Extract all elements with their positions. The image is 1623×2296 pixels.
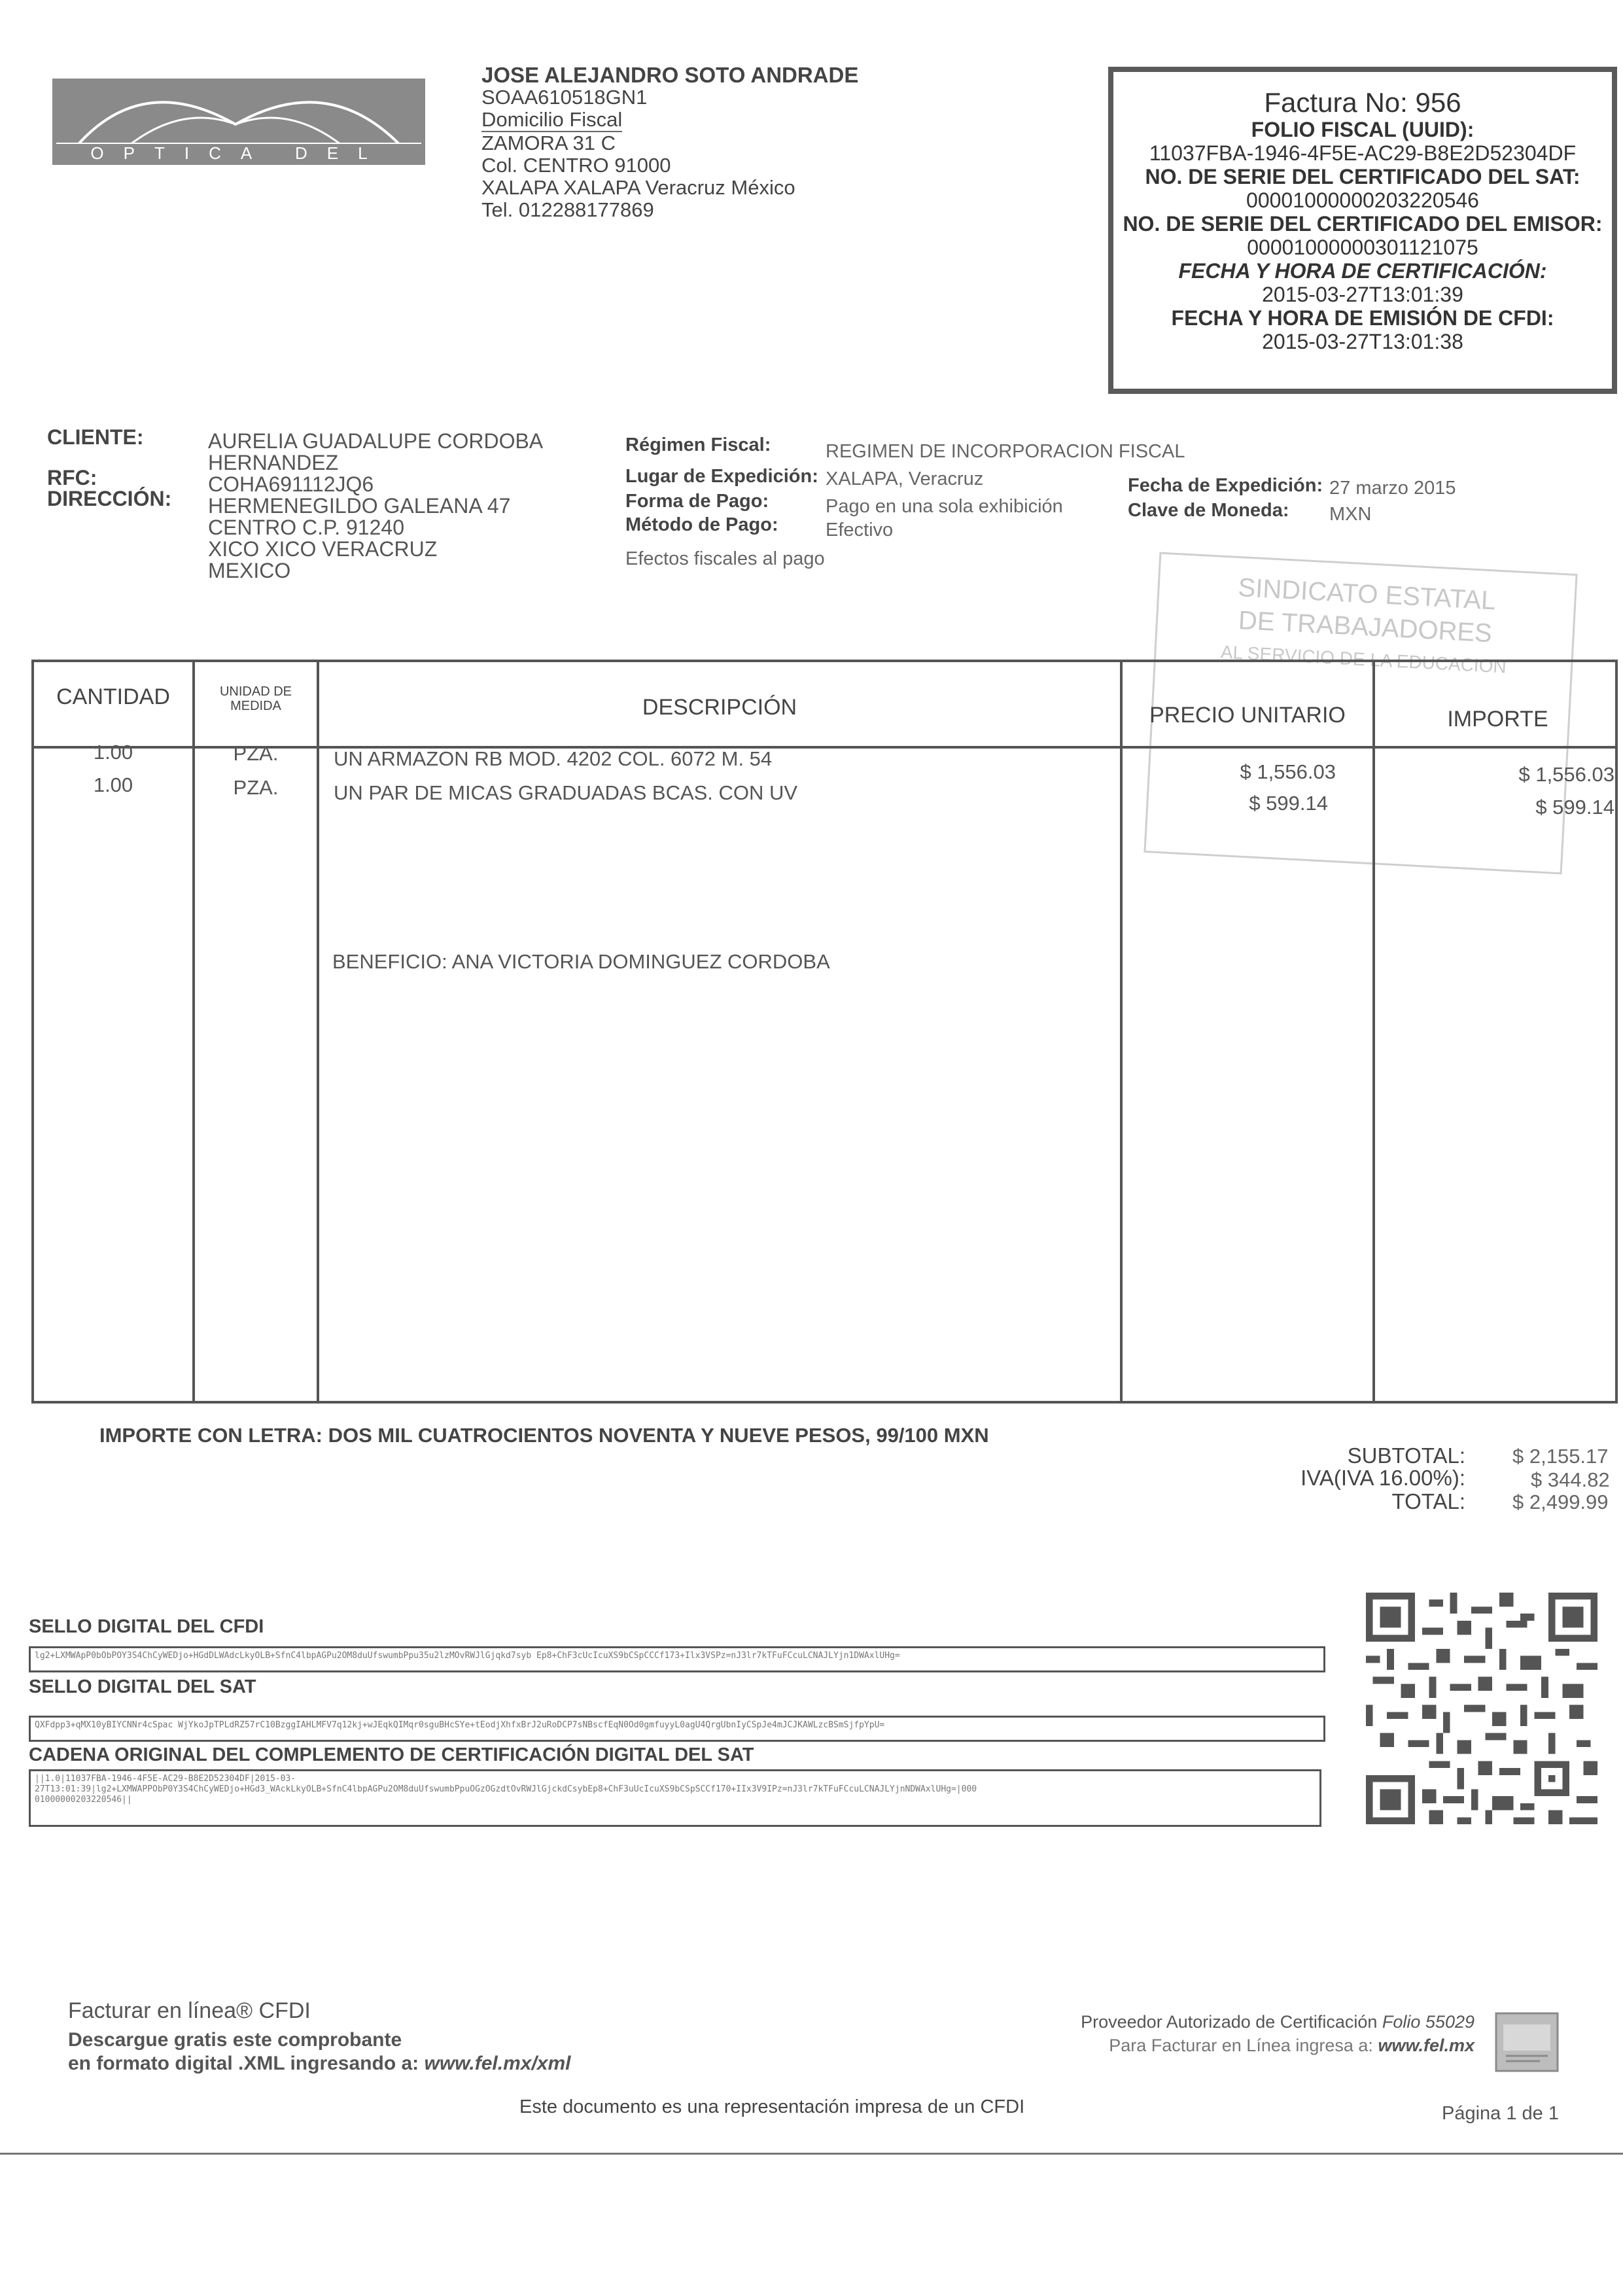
row2-precio: $ 599.14 <box>1249 792 1328 815</box>
iva-label: IVA(IVA 16.00%): <box>1300 1466 1465 1490</box>
moneda-value: MXN <box>1329 504 1372 525</box>
serie-emisor-value: 00001000000301121075 <box>1247 236 1478 259</box>
header-unidad-l1: UNIDAD DE <box>219 684 292 699</box>
cadena-line1: ||1.0|11037FBA-1946-4F5E-AC29-B8E2D52304DF|2015-03- <box>35 1774 296 1784</box>
efectos-text: Efectos fiscales al pago <box>625 548 825 569</box>
fecha-value: 27 marzo 2015 <box>1329 478 1456 499</box>
row1-descripcion: UN ARMAZON RB MOD. 4202 COL. 6072 M. 54 <box>334 747 773 770</box>
sello-sat-title: SELLO DIGITAL DEL SAT <box>29 1676 256 1697</box>
sello-cfdi-box: lg2+LXMWApP0bObPOY3S4ChCyWEDjo+HGdDLWAdcLkyOLB+SfnC4lbpAGPu2OM8duUfswumbPpu35u2lzMOvRWJlGjqkd7syb Ep8+ChF3cUcIcuXS9bCSpCCCf173+Ilx3VSPz=nJ3lr7kTFuFCcuLCNAJLYjn1DWAxlUHg= <box>29 1646 1325 1672</box>
row2-importe: $ 599.14 <box>1535 796 1614 819</box>
emision-value: 2015-03-27T13:01:38 <box>1262 330 1463 353</box>
issuer-street: ZAMORA 31 C <box>481 132 616 154</box>
header-cantidad: CANTIDAD <box>56 684 170 709</box>
metodo-value: Efectivo <box>826 520 894 540</box>
total-value: $ 2,499.99 <box>1512 1491 1609 1513</box>
footer-desc-line1: Descargue gratis este comprobante <box>68 2029 402 2051</box>
items-table <box>31 660 1618 1404</box>
fecha-label: Fecha de Expedición: <box>1128 475 1323 496</box>
total-label: TOTAL: <box>1391 1489 1465 1513</box>
subtotal-label: SUBTOTAL: <box>1347 1443 1465 1468</box>
header-unidad <box>195 684 317 713</box>
folio-label: FOLIO FISCAL (UUID): <box>1251 118 1475 141</box>
fiscal-info-box <box>1108 67 1617 394</box>
issuer-block <box>481 64 858 221</box>
cliente-line1: AURELIA GUADALUPE CORDOBA <box>208 429 544 453</box>
sello-sat-box: QXFdpp3+qMX10yBIYCNNr4cSpac WjYkoJpTPLdRZ57rC10BzggIAHLMFV7q12kj+wJEqkQIMqr0sguBHcSYe+tEodjXhfxBrJ2uRoDCP7sNBscfEqN0Od0gmfuyyL0agU4QrgUbnIyCSpJe4mJCJKAWLzcBSmSjfpYpU= <box>29 1716 1325 1742</box>
cadena-line2: 27T13:01:39|lg2+LXMWAPPObP0Y3S4ChCyWEDjo+HGd3_WAckLkyOLB+SfnC4lbpAGPu2OM8duUfswumbPpuOGzOGzdtOvRWJlGjckdCsybEp8+ChF3uUcIcuXS9bCSpSCCf170+IIx3V9IPz=nJ3lr7kTFuFCcuLCNAJLYjnNDWAxlUHg=|000 <box>35 1784 977 1794</box>
rfc-value: COHA691112JQ6 <box>208 472 374 496</box>
serie-sat-value: 00001000000203220546 <box>1246 188 1479 212</box>
dir-line4: MEXICO <box>208 559 291 582</box>
representacion-text: Este documento es una representación impresa de un CFDI <box>519 2096 1025 2117</box>
invoice-number: Factura No: 956 <box>1264 87 1461 118</box>
serie-emisor-label: NO. DE SERIE DEL CERTIFICADO DEL EMISOR: <box>1123 212 1603 236</box>
col-divider <box>317 662 319 1401</box>
page-indicator: Página 1 de 1 <box>1442 2103 1559 2124</box>
header-importe: IMPORTE <box>1447 707 1548 732</box>
footer-brand: Facturar en línea® CFDI <box>68 1998 311 2023</box>
issuer-domicilio-label: Domicilio Fiscal <box>481 108 623 131</box>
stamp-line1: SINDICATO ESTATAL <box>1237 573 1497 616</box>
row2-cantidad: 1.00 <box>93 773 133 796</box>
qr-code-icon <box>1366 1593 1597 1824</box>
row1-importe: $ 1,556.03 <box>1518 763 1614 786</box>
importe-letra <box>99 1424 989 1447</box>
provider-folio: Folio 55029 <box>1382 2012 1475 2032</box>
issuer-phone: Tel. 012288177869 <box>481 198 654 221</box>
issuer-name: JOSE ALEJANDRO SOTO ANDRADE <box>481 63 859 87</box>
footer-xml-link[interactable]: www.fel.mx/xml <box>424 2053 571 2074</box>
header-descripcion: DESCRIPCIÓN <box>642 695 797 720</box>
issuer-colonia: Col. CENTRO 91000 <box>481 154 671 177</box>
provider-line2: Para Facturar en Línea ingresa a: <box>1109 2036 1373 2055</box>
logo-text: OPTICA DEL CORREO <box>56 143 421 161</box>
cliente-line2: HERNANDEZ <box>208 451 339 474</box>
row2-unidad: PZA. <box>233 776 279 799</box>
dir-line1: HERMENEGILDO GALEANA 47 <box>208 494 511 518</box>
stamp-line2: DE TRABAJADORES <box>1237 606 1493 648</box>
footer-desc-line2: en formato digital .XML ingresando a: <box>68 2053 419 2074</box>
moneda-label: Clave de Moneda: <box>1128 500 1289 521</box>
serie-sat-label: NO. DE SERIE DEL CERTIFICADO DEL SAT: <box>1145 165 1580 188</box>
cadena-box <box>29 1769 1321 1827</box>
forma-label: Forma de Pago: <box>625 491 769 512</box>
issuer-city: XALAPA XALAPA Veracruz México <box>481 176 795 199</box>
lugar-label: Lugar de Expedición: <box>625 466 818 487</box>
cliente-name <box>208 431 543 582</box>
lugar-value: XALAPA, Veracruz <box>826 468 984 489</box>
header-precio: PRECIO UNITARIO <box>1149 703 1346 728</box>
emision-label: FECHA Y HORA DE EMISIÓN DE CFDI: <box>1171 306 1554 330</box>
stamp-line3: AL SERVICIO DE LA EDUCACION <box>1220 641 1507 677</box>
row2-descripcion: UN PAR DE MICAS GRADUADAS BCAS. CON UV <box>334 781 798 804</box>
page-bottom-divider <box>0 2153 1623 2155</box>
row1-unidad: PZA. <box>233 742 279 765</box>
footer-desc <box>68 2028 570 2075</box>
provider-label: Proveedor Autorizado de Certificación <box>1081 2012 1378 2032</box>
regimen-label: Régimen Fiscal: <box>625 434 771 455</box>
cert-label: FECHA Y HORA DE CERTIFICACIÓN: <box>1178 259 1547 283</box>
importe-letra-value: DOS MIL CUATROCIENTOS NOVENTA Y NUEVE PESOS, 99/100 MXN <box>328 1424 989 1447</box>
rfc-label: RFC: <box>47 466 97 489</box>
direccion-label: DIRECCIÓN: <box>47 487 172 510</box>
dir-line3: XICO XICO VERACRUZ <box>208 537 438 561</box>
sello-cfdi-title: SELLO DIGITAL DEL CFDI <box>29 1616 264 1637</box>
logo-arches-icon <box>52 79 425 144</box>
provider-block <box>1056 2010 1475 2057</box>
row1-precio: $ 1,556.03 <box>1240 760 1336 783</box>
subtotal-value: $ 2,155.17 <box>1512 1445 1609 1468</box>
row1-cantidad: 1.00 <box>93 741 133 764</box>
header-unidad-l2: MEDIDA <box>230 699 281 713</box>
cadena-title: CADENA ORIGINAL DEL COMPLEMENTO DE CERTIFICACIÓN DIGITAL DEL SAT <box>29 1744 754 1765</box>
regimen-value: REGIMEN DE INCORPORACION FISCAL <box>826 441 1185 462</box>
cert-value: 2015-03-27T13:01:39 <box>1262 283 1463 306</box>
folio-value: 11037FBA-1946-4F5E-AC29-B8E2D52304DF <box>1149 141 1577 165</box>
beneficio-text: BENEFICIO: ANA VICTORIA DOMINGUEZ CORDOBA <box>332 950 830 973</box>
importe-letra-label: IMPORTE CON LETRA: <box>99 1424 323 1447</box>
company-logo <box>52 79 425 181</box>
metodo-label: Método de Pago: <box>625 514 778 535</box>
col-divider <box>192 662 195 1401</box>
issuer-rfc: SOAA610518GN1 <box>481 86 648 109</box>
cliente-label: CLIENTE: <box>47 425 144 449</box>
provider-link[interactable]: www.fel.mx <box>1378 2036 1475 2055</box>
forma-value: Pago en una sola exhibición <box>826 496 1063 517</box>
sat-seal-icon <box>1494 2011 1560 2073</box>
iva-value: $ 344.82 <box>1531 1468 1610 1491</box>
dir-line2: CENTRO C.P. 91240 <box>208 516 404 539</box>
cadena-line3: 01000000203220546|| <box>35 1795 132 1805</box>
